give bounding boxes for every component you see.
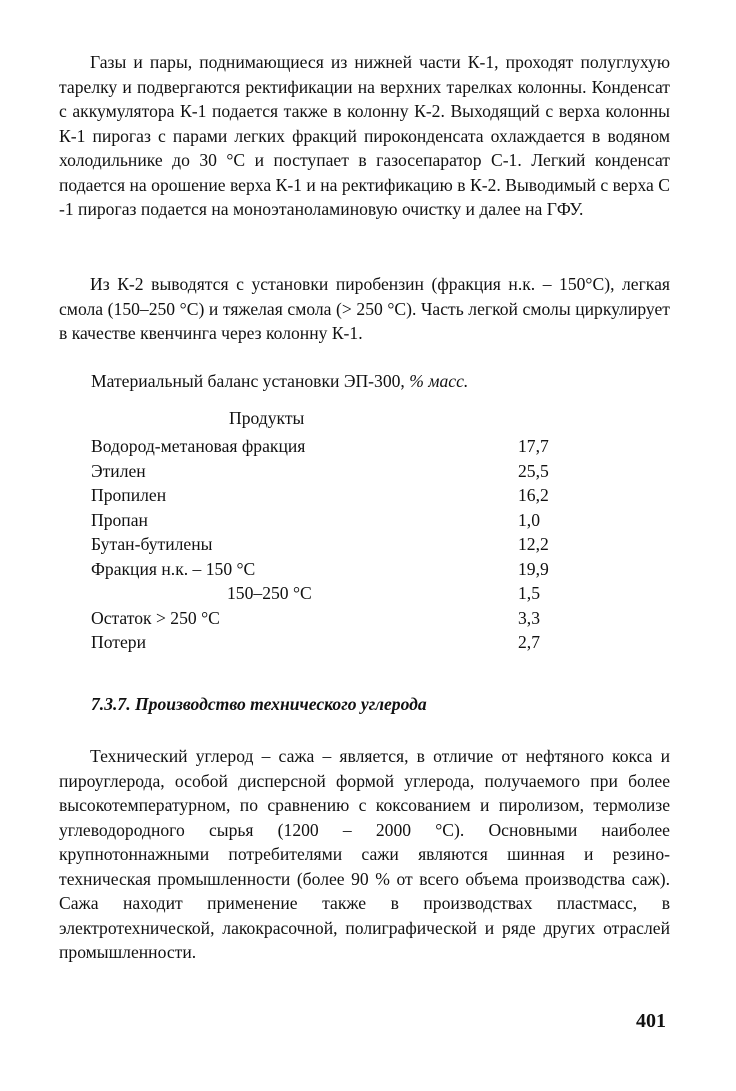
row-value: 2,7 <box>518 632 540 652</box>
table-row <box>91 608 571 632</box>
row-name: Водород-метановая фракция <box>91 436 306 456</box>
row-value: 1,5 <box>518 583 540 603</box>
row-value: 1,0 <box>518 509 540 530</box>
section-title: 7.3.7. Производство технического углерода <box>91 694 427 714</box>
row-name: Этилен <box>91 460 146 481</box>
table-row <box>91 485 571 509</box>
section-paragraph: Технический углерод – сажа – является, в отличие от нефтяного кокса и пироуглерода, особой дисперсной формой углерода, получаемого при более высокотемпературном, по сравнению с коксованием и пиролизом, термолизе углеводородного сырья (1200 – 2000 °С). Основными наиболее крупнотоннажными потребителями сажи являются шинная и резино-техническая промышленности (более 90 % от всего объема производства саж). Сажа находит применение также в производствах пластмасс, в электротехнической, лакокрасочной, полиграфической и ряде других отраслей промышленности. <box>59 746 670 962</box>
row-name: 150–250 °С <box>227 583 312 603</box>
row-value: 19,9 <box>518 558 549 579</box>
row-name: Пропилен <box>91 485 167 505</box>
row-name: Пропан <box>91 509 148 530</box>
row-value: 16,2 <box>518 485 549 505</box>
body-paragraph-2: Из К-2 выводятся с установки пиробензин (фракция н.к. – 150°С), легкая смола (150–250 °С) и тяжелая смола (> 250 °С). Часть легкой смолы циркулирует в качестве квенчинга через колонну К-1. <box>59 274 670 343</box>
row-name: Фракция н.к. – 150 °С <box>91 558 256 579</box>
table-row <box>91 534 571 558</box>
body-paragraph-1: Газы и пары, поднимающиеся из нижней части К-1, проходят полуглухую тарелку и подвергаются ректификации на верхних тарелках колонны. Конденсат с аккумулятора К-1 подается также в колонну К-2. Выходящий с верха колонны К-1 пирогаз с парами легких фракций пироконденсата охлаждается в водяном холодильнике до 30 °С и поступает в газосепаратор С-1. Легкий конденсат подается на орошение верха К-1 и на ректификацию в К-2. Выводимый с верха С -1 пирогаз подается на моноэтаноламиновую очистку и далее на ГФУ. <box>59 52 670 219</box>
table-row <box>91 510 571 534</box>
row-value: 3,3 <box>518 607 540 628</box>
table-row <box>91 583 571 607</box>
table-row <box>91 436 571 460</box>
table-row <box>91 461 571 485</box>
row-name: Потери <box>91 632 146 652</box>
table-row <box>91 559 571 583</box>
row-name: Бутан-бутилены <box>91 534 213 554</box>
table-row <box>91 632 571 656</box>
table-caption-text: Материальный баланс установки ЭП-300, <box>91 371 410 391</box>
table-caption-unit: % масс. <box>409 371 469 391</box>
page-number: 401 <box>636 1010 666 1032</box>
row-name: Остаток > 250 °С <box>91 607 220 628</box>
row-value: 12,2 <box>518 534 549 554</box>
row-value: 25,5 <box>518 460 549 481</box>
row-value: 17,7 <box>518 436 549 456</box>
table-header-products: Продукты <box>229 408 305 428</box>
table-caption <box>91 371 468 392</box>
